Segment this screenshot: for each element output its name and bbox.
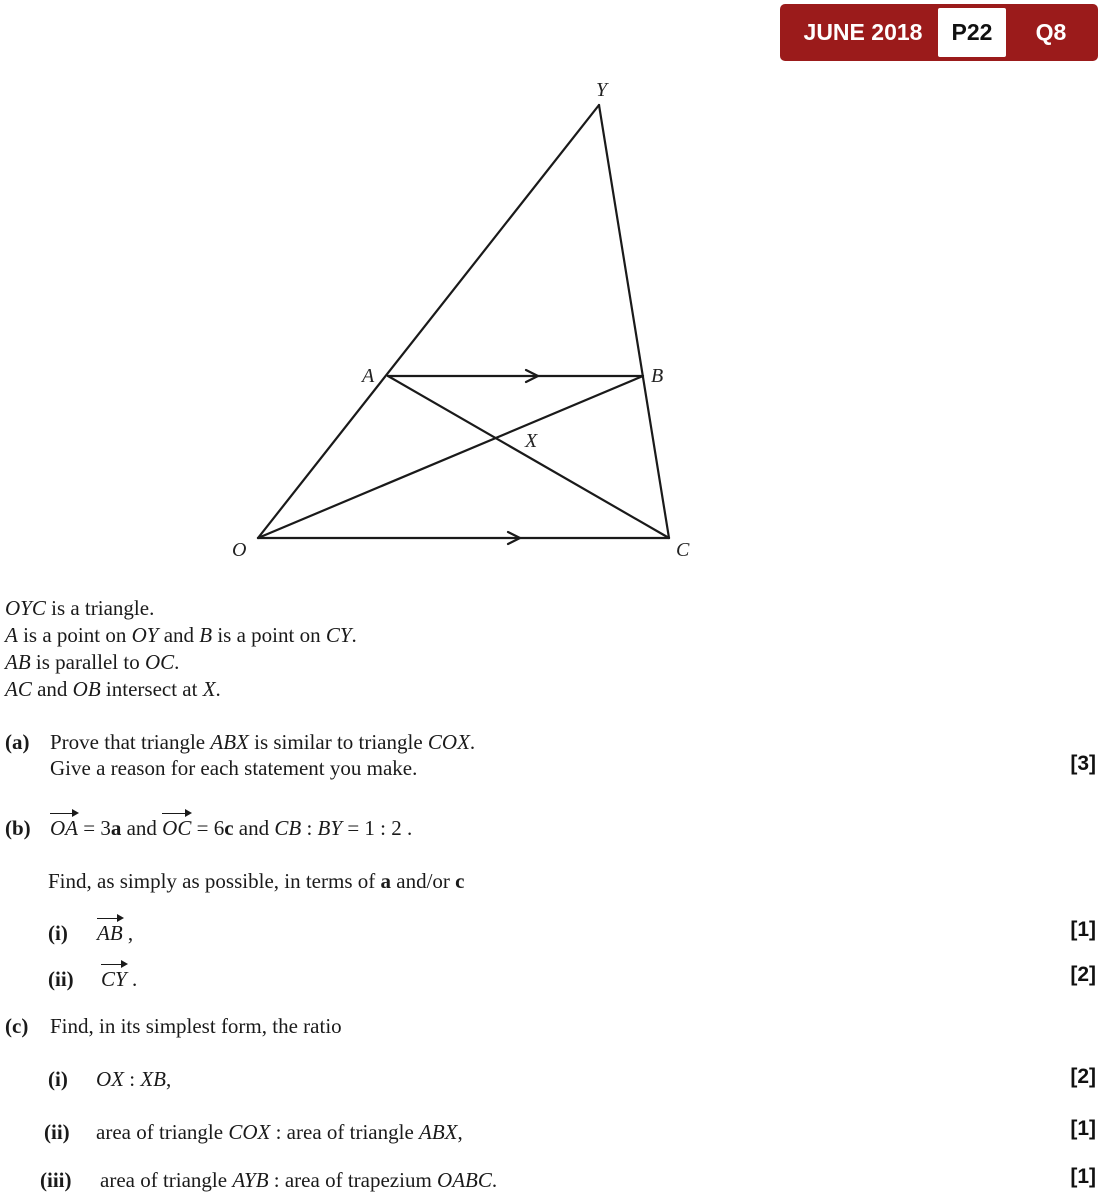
intro-line-4: AC and OB intersect at X.: [5, 677, 221, 701]
part-b-label: (b): [5, 816, 31, 840]
line-OY: [258, 105, 599, 538]
paper-code: P22: [938, 8, 1006, 57]
label-X: X: [525, 430, 538, 452]
part-c-label: (c): [5, 1014, 29, 1038]
part-b-given: OA = 3a and OC = 6c and CB : BY = 1 : 2 .: [50, 816, 413, 840]
part-c-i-text: OX : XB,: [96, 1067, 172, 1091]
part-b-i-text: AB ,: [97, 921, 134, 945]
intro-line-3: AB is parallel to OC.: [5, 650, 180, 674]
part-b-ii-marks: [2]: [1070, 963, 1096, 986]
vector-CY: CY: [101, 967, 127, 991]
line-OB: [258, 376, 643, 538]
part-a-line-2: Give a reason for each statement you make.: [50, 756, 418, 780]
part-c-iii-label: (iii): [40, 1168, 72, 1192]
label-Y: Y: [596, 79, 608, 101]
part-b-ii-label: (ii): [48, 967, 74, 991]
part-c-ii-text: area of triangle COX : area of triangle ABX,: [96, 1120, 463, 1144]
part-c-i-marks: [2]: [1070, 1065, 1096, 1088]
part-c-text: Find, in its simplest form, the ratio: [50, 1014, 342, 1038]
part-a-line-1: Prove that triangle ABX is similar to triangle COX.: [50, 730, 476, 754]
line-AC: [388, 376, 669, 538]
vector-OA: OA: [50, 816, 78, 840]
vector-AB: AB: [97, 921, 123, 945]
label-B: B: [651, 365, 664, 387]
triangle-diagram: [0, 60, 760, 560]
part-b-i-marks: [1]: [1070, 918, 1096, 941]
part-c-iii-marks: [1]: [1070, 1165, 1096, 1188]
part-c-i-label: (i): [48, 1067, 68, 1091]
part-b-ii-text: CY .: [101, 967, 138, 991]
line-YC: [599, 105, 669, 538]
part-c-ii-label: (ii): [44, 1120, 70, 1144]
question-badge: [780, 4, 1098, 61]
intro-line-1: OYC is a triangle.: [5, 596, 155, 620]
part-a-label: (a): [5, 730, 30, 754]
part-a-marks: [3]: [1070, 752, 1096, 775]
part-c-iii-text: area of triangle AYB : area of trapezium OABC.: [100, 1168, 498, 1192]
vector-OC: OC: [162, 816, 192, 840]
intro-line-2: A is a point on OY and B is a point on CY.: [5, 623, 357, 647]
part-b-instruction: Find, as simply as possible, in terms of a and/or c: [48, 869, 465, 893]
label-A: A: [362, 365, 375, 387]
part-c-ii-marks: [1]: [1070, 1117, 1096, 1140]
part-b-i-label: (i): [48, 921, 68, 945]
exam-date: JUNE 2018: [803, 19, 923, 45]
question-number: Q8: [1035, 19, 1067, 45]
label-C: C: [676, 539, 690, 560]
label-O: O: [232, 539, 247, 560]
